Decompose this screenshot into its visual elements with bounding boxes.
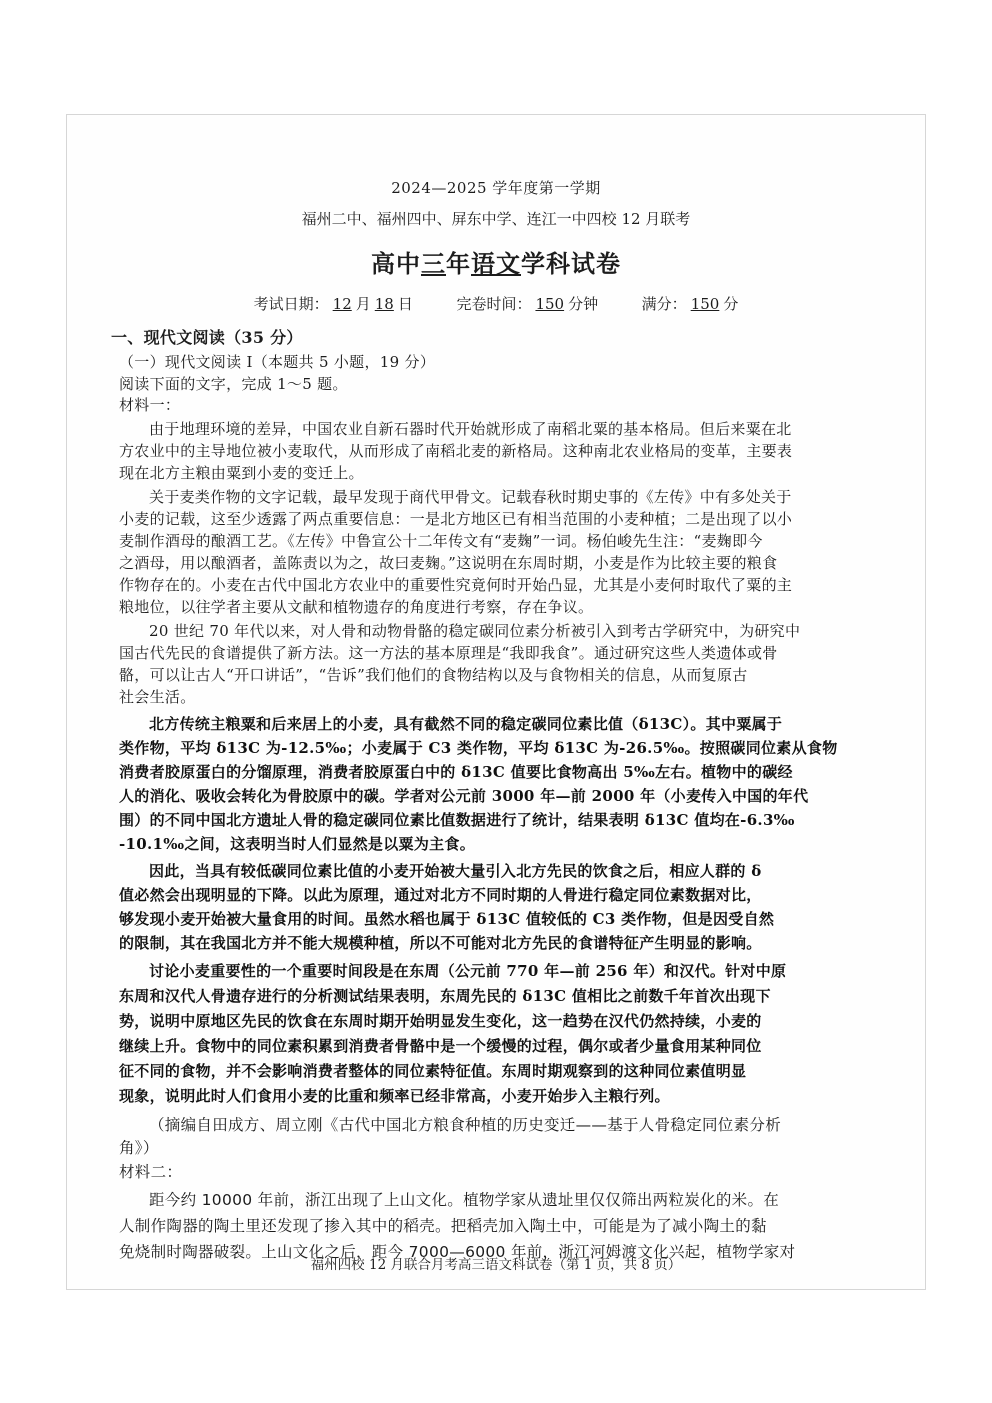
page-footer: 福州四校 12 月联合月考高三语文科试卷（第 1 页，共 8 页） [310, 1257, 682, 1273]
material-one-line: 现象，说明此时人们食用小麦的比重和频率已经非常高，小麦开始步入主粮行列。 [119, 1087, 670, 1105]
material-one-line: 消费者胶原蛋白的分馏原理，消费者胶原蛋白中的 δ13C 值要比食物高出 5‰左右。植物中的碳经 [119, 763, 793, 781]
material-one-line: 粮地位，以往学者主要从文献和植物遗存的角度进行考察，存在争议。 [119, 598, 594, 616]
material-two-label: 材料二： [119, 1163, 183, 1181]
material-one-line: 作物存在的。小麦在古代中国北方农业中的重要性究竟何时开始凸显，尤其是小麦何时取代了粟的主 [119, 576, 793, 594]
material-one-line: 国古代先民的食谱提供了新方法。这一方法的基本原理是“我即我食”。通过研究这些人类遗体或骨 [119, 644, 778, 662]
material-one-line: 因此，当具有较低碳同位素比值的小麦开始被大量引入北方先民的饮食之后，相应人群的 δ [149, 862, 762, 880]
material-one-line: 社会生活。 [119, 688, 196, 706]
material-one-line: 小麦的记载，这至少透露了两点重要信息：一是北方地区已有相当范围的小麦种植；二是出现了以小 [119, 510, 793, 528]
section-heading: 一、现代文阅读（35 分） [111, 328, 303, 347]
material-one-line: 由于地理环境的差异，中国农业自新石器时代开始就形成了南稻北粟的基本格局。但后来粟在北 [149, 420, 792, 438]
source-citation-end: 角》） [119, 1139, 159, 1157]
material-one-line: 势，说明中原地区先民的饮食在东周时期开始明显发生变化，这一趋势在汉代仍然持续，小麦的 [119, 1012, 762, 1030]
material-one-line: 20 世纪 70 年代以来，对人骨和动物骨骼的稳定碳同位素分析被引入到考古学研究中，为研究中 [149, 622, 801, 640]
material-one-line: 方农业中的主导地位被小麦取代，从而形成了南稻北麦的新格局。这种南北农业格局的变革，主要表 [119, 442, 793, 460]
material-one-line: 的限制，其在我国北方并不能大规模种植，所以不可能对北方先民的食谱特征产生明显的影响。 [119, 934, 762, 952]
exam-info-line [67, 293, 925, 314]
material-one-line: 继续上升。食物中的同位素积累到消费者骨骼中是一个缓慢的过程，偶尔或者少量食用某种同位 [119, 1037, 762, 1055]
material-one-line: 类作物，平均 δ13C 为-12.5‰；小麦属于 C3 类作物，平均 δ13C 为-26.5‰。按照碳同位素从食物 [119, 739, 838, 757]
exam-page [66, 114, 926, 1290]
subsection-heading: （一）现代文阅读 I（本题共 5 小题，19 分） [119, 353, 436, 371]
material-one-line: 够发现小麦开始被大量食用的时间。虽然水稻也属于 δ13C 值较低的 C3 类作物，但是因受自然 [119, 910, 775, 928]
material-one-line: 骼，可以让古人“开口讲话”，“告诉”我们他们的食物结构以及与食物相关的信息，从而复原古 [119, 666, 748, 684]
schools-line: 福州二中、福州四中、屏东中学、连江一中四校 12 月联考 [301, 210, 691, 228]
exam-title [67, 244, 925, 279]
time-label: 完卷时间： [456, 295, 532, 313]
material-two-line: 人制作陶器的陶土里还发现了掺入其中的稻壳。把稻壳加入陶土中，可能是为了减小陶土的黏 [119, 1217, 767, 1235]
material-one-line: -10.1‰之间，这表明当时人们显然是以粟为主食。 [119, 835, 476, 853]
material-one-line: 讨论小麦重要性的一个重要时间段是在东周（公元前 770 年—前 256 年）和汉代。针对中原 [149, 962, 787, 980]
title-part: 学科试卷 [521, 249, 621, 278]
semester-line: 2024—2025 学年度第一学期 [391, 179, 601, 197]
material-one-line: 现在北方主粮由粟到小麦的变迁上。 [119, 464, 364, 482]
reading-instruction: 阅读下面的文字，完成 1～5 题。 [119, 375, 348, 393]
material-one-label: 材料一： [119, 396, 181, 414]
title-part: 年 [446, 249, 471, 278]
score-label: 满分： [641, 295, 687, 313]
month-unit: 月 [355, 295, 371, 313]
material-one-line: 关于麦类作物的文字记载，最早发现于商代甲骨文。记载春秋时期史事的《左传》中有多处关于 [149, 488, 792, 506]
material-two-line: 距今约 10000 年前，浙江出现了上山文化。植物学家从遗址里仅仅筛出两粒炭化的米。在 [149, 1191, 780, 1209]
source-citation: （摘编自田成方、周立刚《古代中国北方粮食种植的历史变迁——基于人骨稳定同位素分析 [149, 1116, 782, 1134]
score-unit: 分 [723, 295, 739, 313]
material-one-line: 人的消化、吸收会转化为骨胶原中的碳。学者对公元前 3000 年—前 2000 年（小麦传入中国的年代 [119, 787, 809, 805]
full-score: 150 [690, 295, 720, 313]
title-subject: 语文 [471, 249, 521, 278]
material-one-line: 麦制作酒母的酿酒工艺。《左传》中鲁宣公十二年传文有“麦麹”一词。杨伯峻先生注：“麦麹即今 [119, 532, 763, 550]
material-one-line: 之酒母，用以酿酒者，盖陈责以为之，故曰麦麹。”这说明在东周时期，小麦是作为比较主要的粮食 [119, 554, 778, 572]
material-one-line: 围）的不同中国北方遗址人骨的稳定碳同位素比值数据进行了统计，结果表明 δ13C 值均在-6.3‰ [119, 811, 795, 829]
material-two-line: 免烧制时陶器破裂。上山文化之后，距今 7000—6000 年前，浙江河姆渡文化兴起，植物学家对 [119, 1243, 796, 1261]
time-unit: 分钟 [568, 295, 599, 313]
material-one-line: 东周和汉代人骨遗存进行的分析测试结果表明，东周先民的 δ13C 值相比之前数千年首次出现下 [119, 987, 771, 1005]
day-unit: 日 [397, 295, 413, 313]
exam-day: 18 [374, 295, 394, 313]
exam-month: 12 [332, 295, 352, 313]
material-one-line: 征不同的食物，并不会影响消费者整体的同位素特征值。东周时期观察到的这种同位素值明显 [119, 1062, 747, 1080]
material-one-line: 北方传统主粮粟和后来居上的小麦，具有截然不同的稳定碳同位素比值（δ13C）。其中粟属于 [149, 715, 783, 733]
date-label: 考试日期： [253, 295, 329, 313]
title-part: 高中 [371, 249, 421, 278]
title-grade: 三 [421, 249, 446, 278]
exam-duration: 150 [535, 295, 565, 313]
material-one-line: 值必然会出现明显的下降。以此为原理，通过对北方不同时期的人骨进行稳定同位素数据对比， [119, 886, 762, 904]
